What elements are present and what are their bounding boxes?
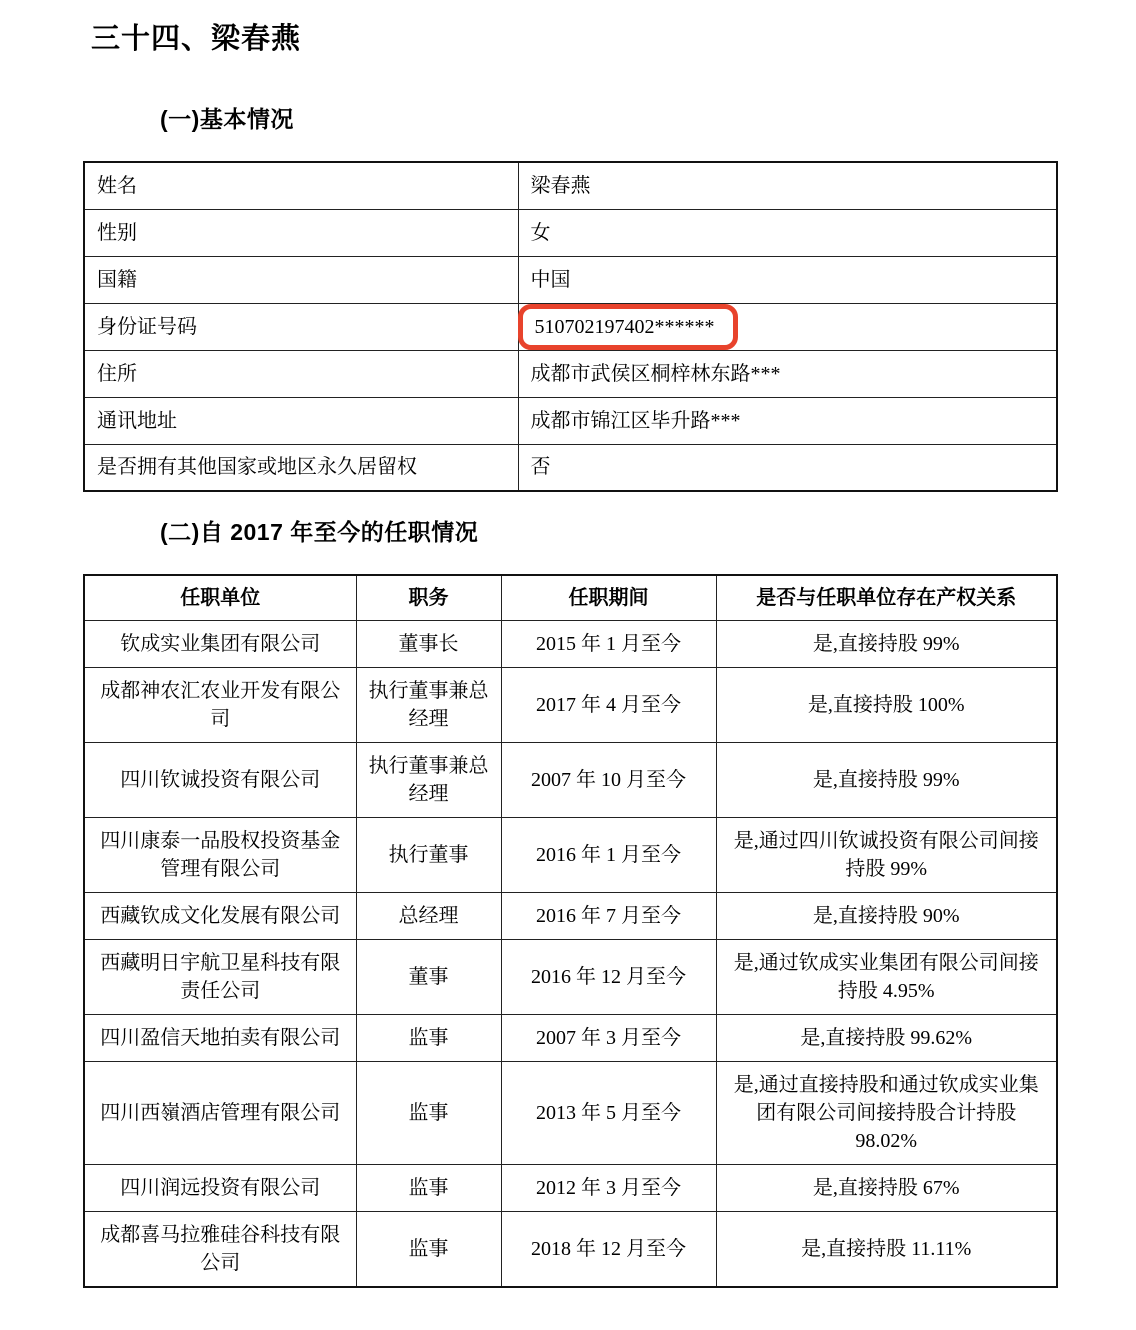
ownership-cell: 是,通过四川钦诚投资有限公司间接持股 99% bbox=[716, 818, 1057, 893]
period-cell: 2016 年 12 月至今 bbox=[501, 940, 716, 1015]
section-1-heading: (一)基本情况 bbox=[160, 106, 294, 132]
company-cell: 成都喜马拉雅硅谷科技有限公司 bbox=[84, 1212, 356, 1288]
page-title: 三十四、梁春燕 bbox=[91, 23, 302, 55]
company-cell: 四川西嶺酒店管理有限公司 bbox=[84, 1062, 356, 1165]
position-cell: 监事 bbox=[356, 1015, 501, 1062]
ownership-cell: 是,直接持股 11.11% bbox=[716, 1212, 1057, 1288]
period-cell: 2018 年 12 月至今 bbox=[501, 1212, 716, 1288]
company-cell: 西藏钦成文化发展有限公司 bbox=[84, 893, 356, 940]
ownership-cell: 是,通过直接持股和通过钦成实业集团有限公司间接持股合计持股 98.02% bbox=[716, 1062, 1057, 1165]
table-row bbox=[84, 668, 1057, 743]
ownership-cell: 是,直接持股 99.62% bbox=[716, 1015, 1057, 1062]
table-row bbox=[84, 621, 1057, 668]
basic-info-value: 女 bbox=[518, 209, 1057, 256]
table-row bbox=[84, 303, 1057, 350]
table-row bbox=[84, 1015, 1057, 1062]
position-cell: 执行董事兼总经理 bbox=[356, 743, 501, 818]
table-row bbox=[84, 940, 1057, 1015]
table-header-row bbox=[84, 575, 1057, 621]
company-cell: 成都神农汇农业开发有限公司 bbox=[84, 668, 356, 743]
company-cell: 四川盈信天地拍卖有限公司 bbox=[84, 1015, 356, 1062]
id-number-value: 510702197402****** bbox=[534, 315, 715, 338]
ownership-cell: 是,直接持股 99% bbox=[716, 621, 1057, 668]
basic-info-value: 成都市锦江区毕升路*** bbox=[518, 397, 1057, 444]
table-row bbox=[84, 893, 1057, 940]
basic-info-value bbox=[518, 303, 1057, 350]
id-number-highlight-box bbox=[518, 304, 738, 350]
table-row bbox=[84, 1062, 1057, 1165]
table-row bbox=[84, 397, 1057, 444]
period-cell: 2016 年 7 月至今 bbox=[501, 893, 716, 940]
column-header-company: 任职单位 bbox=[84, 575, 356, 621]
basic-info-table bbox=[83, 161, 1058, 492]
basic-info-label: 身份证号码 bbox=[84, 303, 518, 350]
basic-info-value: 成都市武侯区桐梓林东路*** bbox=[518, 350, 1057, 397]
basic-info-label: 通讯地址 bbox=[84, 397, 518, 444]
company-cell: 四川康泰一品股权投资基金管理有限公司 bbox=[84, 818, 356, 893]
table-row bbox=[84, 444, 1057, 491]
column-header-position: 职务 bbox=[356, 575, 501, 621]
position-cell: 执行董事 bbox=[356, 818, 501, 893]
positions-table bbox=[83, 574, 1058, 1288]
table-row bbox=[84, 162, 1057, 209]
section-2-heading: (二)自 2017 年至今的任职情况 bbox=[160, 519, 479, 545]
basic-info-label: 性别 bbox=[84, 209, 518, 256]
column-header-ownership: 是否与任职单位存在产权关系 bbox=[716, 575, 1057, 621]
ownership-cell: 是,通过钦成实业集团有限公司间接持股 4.95% bbox=[716, 940, 1057, 1015]
company-cell: 钦成实业集团有限公司 bbox=[84, 621, 356, 668]
basic-info-label: 住所 bbox=[84, 350, 518, 397]
ownership-cell: 是,直接持股 100% bbox=[716, 668, 1057, 743]
table-row bbox=[84, 256, 1057, 303]
period-cell: 2007 年 3 月至今 bbox=[501, 1015, 716, 1062]
position-cell: 总经理 bbox=[356, 893, 501, 940]
table-row bbox=[84, 350, 1057, 397]
basic-info-value: 中国 bbox=[518, 256, 1057, 303]
basic-info-label: 是否拥有其他国家或地区永久居留权 bbox=[84, 444, 518, 491]
table-row bbox=[84, 1212, 1057, 1288]
company-cell: 四川润远投资有限公司 bbox=[84, 1165, 356, 1212]
period-cell: 2013 年 5 月至今 bbox=[501, 1062, 716, 1165]
column-header-period: 任职期间 bbox=[501, 575, 716, 621]
period-cell: 2012 年 3 月至今 bbox=[501, 1165, 716, 1212]
basic-info-label: 国籍 bbox=[84, 256, 518, 303]
basic-info-value: 梁春燕 bbox=[518, 162, 1057, 209]
table-row bbox=[84, 818, 1057, 893]
position-cell: 董事 bbox=[356, 940, 501, 1015]
period-cell: 2017 年 4 月至今 bbox=[501, 668, 716, 743]
ownership-cell: 是,直接持股 67% bbox=[716, 1165, 1057, 1212]
ownership-cell: 是,直接持股 90% bbox=[716, 893, 1057, 940]
table-row bbox=[84, 743, 1057, 818]
position-cell: 监事 bbox=[356, 1165, 501, 1212]
period-cell: 2007 年 10 月至今 bbox=[501, 743, 716, 818]
position-cell: 监事 bbox=[356, 1212, 501, 1288]
ownership-cell: 是,直接持股 99% bbox=[716, 743, 1057, 818]
position-cell: 监事 bbox=[356, 1062, 501, 1165]
company-cell: 四川钦诚投资有限公司 bbox=[84, 743, 356, 818]
company-cell: 西藏明日宇航卫星科技有限责任公司 bbox=[84, 940, 356, 1015]
position-cell: 董事长 bbox=[356, 621, 501, 668]
basic-info-label: 姓名 bbox=[84, 162, 518, 209]
period-cell: 2016 年 1 月至今 bbox=[501, 818, 716, 893]
position-cell: 执行董事兼总经理 bbox=[356, 668, 501, 743]
period-cell: 2015 年 1 月至今 bbox=[501, 621, 716, 668]
basic-info-value: 否 bbox=[518, 444, 1057, 491]
table-row bbox=[84, 1165, 1057, 1212]
table-row bbox=[84, 209, 1057, 256]
